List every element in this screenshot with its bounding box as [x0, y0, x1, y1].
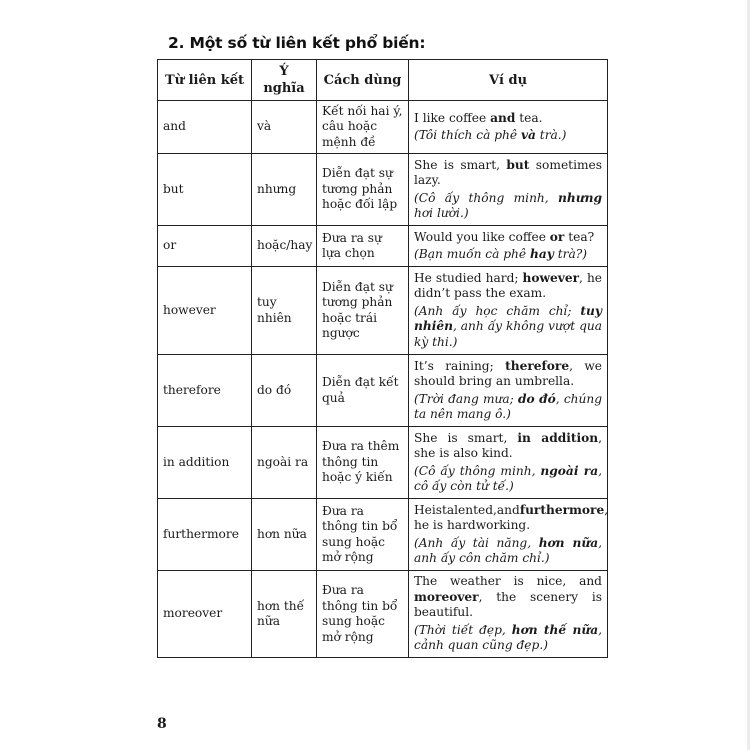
- text: He studied hard;: [414, 270, 523, 285]
- text: , chúng ta nên mang ô.): [414, 391, 602, 421]
- example-english: [414, 574, 602, 621]
- meaning: hơn thế nữa: [252, 571, 317, 658]
- example-vietnamese: [414, 464, 602, 495]
- highlight: và: [520, 128, 536, 142]
- meaning: hoặc/hay: [252, 226, 317, 267]
- meaning: và: [252, 101, 317, 154]
- connective-word: furthermore: [158, 499, 252, 571]
- text: She is smart,: [414, 430, 518, 445]
- example-english: [414, 502, 609, 534]
- text: I like coffee: [414, 110, 491, 125]
- example: [409, 226, 608, 267]
- example-vietnamese: [414, 304, 602, 351]
- page-number: 8: [157, 716, 167, 732]
- text: (Tôi thích cà phê: [414, 128, 521, 142]
- text: , cô ấy còn tử tế.): [414, 463, 602, 493]
- usage: Đưa ra thêm thông tin hoặc ý kiến: [317, 427, 409, 499]
- usage: Đưa ra thông tin bổ sung hoặc mở rộng: [317, 499, 409, 571]
- example: [409, 571, 608, 658]
- highlight: hơn nữa: [538, 535, 599, 550]
- example: [409, 499, 608, 571]
- text: hơi lười.): [414, 206, 469, 220]
- usage: Diễn đạt kết quả: [317, 355, 409, 427]
- connective-word: but: [158, 154, 252, 226]
- text: (Cô ấy thông minh,: [414, 190, 559, 205]
- text: (Trời đang mưa;: [414, 391, 518, 406]
- meaning: nhưng: [252, 154, 317, 226]
- example: [409, 427, 608, 499]
- table-row: [158, 499, 608, 571]
- example: [409, 101, 608, 154]
- highlight: moreover: [414, 589, 479, 604]
- highlight: therefore: [505, 358, 570, 373]
- text: , he is hardworking.: [414, 502, 609, 532]
- connective-word: or: [158, 226, 252, 267]
- highlight: tuy nhiên: [414, 303, 602, 334]
- connective-word: however: [158, 267, 252, 355]
- highlight: do đó: [517, 391, 556, 406]
- text: (Anh ấy tài năng,: [414, 535, 539, 550]
- highlight: but: [506, 157, 530, 172]
- meaning: do đó: [252, 355, 317, 427]
- text: The weather is nice, and: [414, 574, 602, 589]
- text: tea.: [515, 110, 543, 125]
- header-word: Từ liên kết: [158, 60, 252, 101]
- text: , the scenery is beautiful.: [414, 589, 602, 620]
- text: Heistalented,and: [414, 502, 520, 517]
- text: (Cô ấy thông minh,: [414, 463, 541, 478]
- usage: Đưa ra thông tin bổ sung hoặc mở rộng: [317, 571, 409, 658]
- header-meaning: Ý nghĩa: [252, 60, 317, 101]
- connective-word: in addition: [158, 427, 252, 499]
- text: She is smart,: [414, 157, 507, 172]
- text: Would you like coffee: [414, 229, 550, 244]
- text: sometimes lazy.: [414, 157, 602, 187]
- example-english: [414, 158, 602, 189]
- text: tea?: [564, 229, 595, 244]
- usage: Đưa ra sự lựa chọn: [317, 226, 409, 267]
- table-header-row: [158, 60, 608, 101]
- header-usage: Cách dùng: [317, 60, 409, 101]
- highlight: ngoài ra: [540, 463, 599, 478]
- text: (Thời tiết đẹp,: [414, 622, 512, 637]
- table-row: [158, 101, 608, 154]
- highlight: or: [549, 229, 565, 244]
- example-english: [414, 111, 602, 127]
- example: [409, 355, 608, 427]
- example-english: [414, 230, 602, 246]
- example-vietnamese: [414, 191, 602, 222]
- connective-word: and: [158, 101, 252, 154]
- example-vietnamese: [414, 392, 602, 423]
- text: , we should bring an umbrella.: [414, 358, 602, 388]
- highlight: nhưng: [558, 190, 602, 205]
- usage: Kết nối hai ý, câu hoặc mệnh đề: [317, 101, 409, 154]
- text: (Anh ấy học chăm chỉ;: [414, 303, 581, 318]
- header-example: Ví dụ: [409, 60, 608, 101]
- connective-word: therefore: [158, 355, 252, 427]
- highlight: hơn thế nữa: [511, 622, 599, 637]
- text: , she is also kind.: [414, 430, 602, 460]
- example-english: [414, 431, 602, 462]
- meaning: ngoài ra: [252, 427, 317, 499]
- highlight: furthermore: [519, 502, 605, 517]
- text: trà.): [535, 128, 567, 142]
- text: (Bạn muốn cà phê: [414, 247, 530, 261]
- text: , he didn’t pass the exam.: [414, 270, 603, 301]
- table-row: [158, 226, 608, 267]
- text: , anh ấy không vượt qua kỳ thi.): [414, 319, 602, 349]
- meaning: hơn nữa: [252, 499, 317, 571]
- connective-word: moreover: [158, 571, 252, 658]
- table-row: [158, 267, 608, 355]
- text: trà?): [553, 247, 587, 261]
- example: [409, 154, 608, 226]
- meaning: tuy nhiên: [252, 267, 317, 355]
- highlight: in addition: [517, 430, 599, 445]
- table-row: [158, 154, 608, 226]
- table-row: [158, 355, 608, 427]
- highlight: however: [522, 270, 580, 285]
- example-vietnamese: [414, 536, 602, 567]
- example-vietnamese: [414, 128, 602, 144]
- example-vietnamese: [414, 247, 602, 263]
- example: [409, 267, 608, 355]
- section-heading: 2. Một số từ liên kết phổ biến:: [168, 34, 426, 52]
- example-english: [414, 271, 602, 302]
- example-vietnamese: [414, 623, 602, 654]
- usage: Diễn đạt sự tương phản hoặc trái ngược: [317, 267, 409, 355]
- text: , anh ấy côn chăm chỉ.): [414, 535, 602, 565]
- highlight: hay: [530, 247, 554, 261]
- text: It’s raining;: [414, 358, 506, 373]
- connectives-table: [157, 59, 608, 658]
- example-english: [414, 359, 602, 390]
- usage: Diễn đạt sự tương phản hoặc đối lập: [317, 154, 409, 226]
- text: , cảnh quan cũng đẹp.): [414, 622, 602, 653]
- table-row: [158, 571, 608, 658]
- table-row: [158, 427, 608, 499]
- highlight: and: [490, 110, 516, 125]
